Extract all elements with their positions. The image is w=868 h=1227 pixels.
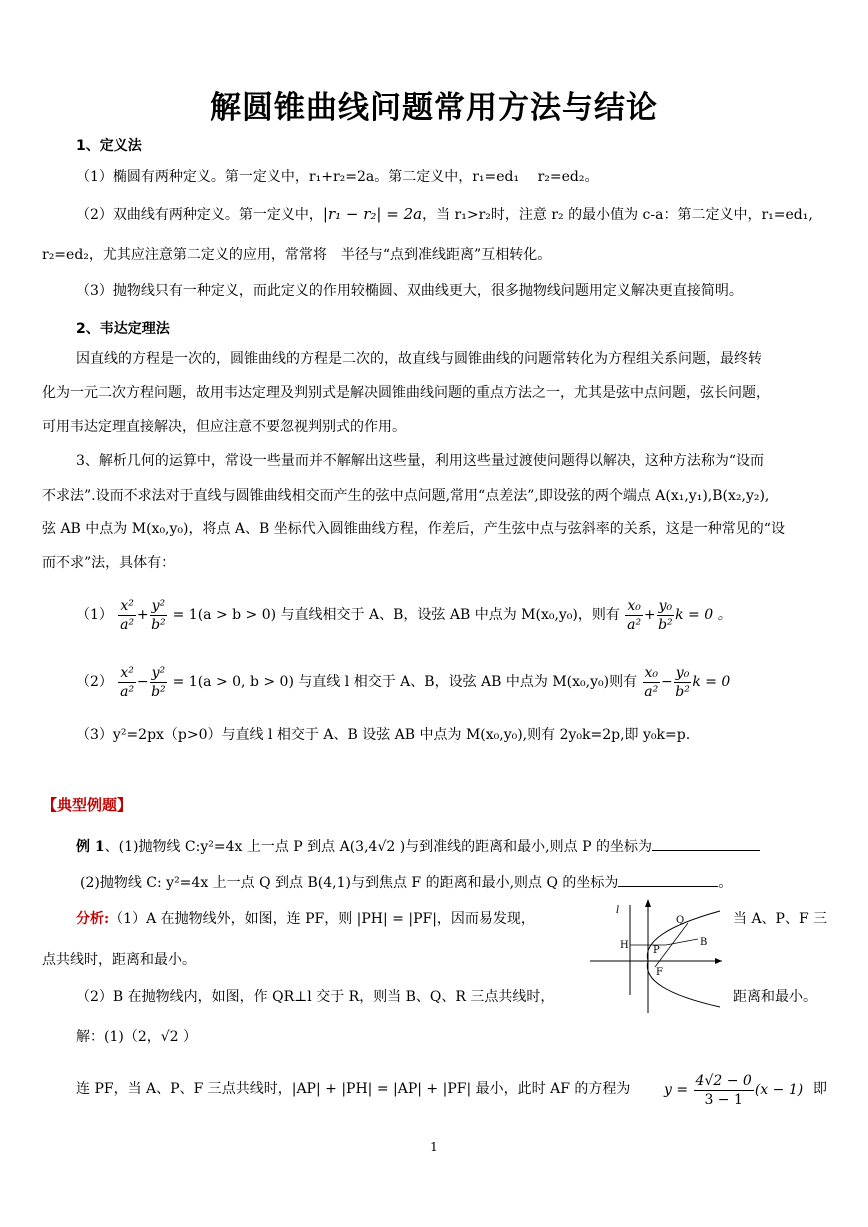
text-segment: （1）A 在抛物线外，如图，连 PF，则 |PH| = |PF|，因而易发现，: [109, 911, 535, 927]
paragraph-ellipse-definition: （1）椭圆有两种定义。第一定义中，r₁+r₂=2a。第二定义中，r₁=ed₁ r₂=ed₂。: [76, 169, 599, 185]
example-1-part-2: [80, 874, 732, 890]
formula-ellipse-midpoint: （1） $\frac{\text{x²}}{\text{a²}}$ + $\frac{\text{y²}}{\text{b²}}$ = 1(a > b > 0) 与直线相交于 A、B，设弦 AB 中点为 M(x₀,y₀)，则有 $\frac{\text{x₀}}{\text{a²}}$ + $\frac{\text{y₀}}{\text{b²}}$ k = 0 。: [76, 597, 732, 633]
item-number: （2）: [76, 674, 113, 690]
formula-abs-difference: |r₁ − r₂| = 2a: [322, 205, 423, 223]
formula-parabola-midpoint: （3）y²=2px（p>0）与直线 l 相交于 A、B 设弦 AB 中点为 M(x₀,y₀),则有 2y₀k=2p,即 y₀k=p.: [76, 727, 691, 743]
solution-line-2-end: 即: [813, 1081, 827, 1097]
example-1-part-1: [76, 838, 760, 854]
solution-line-1: 解：(1)（2，√2 ）: [76, 1029, 198, 1045]
paragraph-line: 可用韦达定理直接解决，但应注意不要忽视判别式的作用。: [42, 419, 406, 435]
paragraph-line: 化为一元二次方程问题，故用韦达定理及判别式是解决圆锥曲线问题的重点方法之一，尤其是弦中点问题，弦长问题，: [42, 385, 770, 401]
text-segment: 、(1)抛物线 C:y²=4x 上一点 P 到点 A(3,4√2 )与到准线的距离和最小,则点 P 的坐标为: [104, 839, 652, 855]
answer-blank: [618, 874, 718, 887]
text-segment: (2)抛物线 C: y²=4x 上一点 Q 到点 B(4,1)与到焦点 F 的距离和最小,则点 Q 的坐标为: [80, 875, 619, 891]
text-segment: k = 0 。: [675, 607, 732, 623]
analysis-line-1: [76, 912, 535, 926]
page-number: 1: [430, 1140, 438, 1154]
parabola-figure: [580, 895, 730, 1015]
paragraph-hyperbola-definition: [76, 207, 813, 222]
answer-blank: [652, 838, 760, 851]
page-title: 解圆锥曲线问题常用方法与结论: [210, 90, 658, 126]
section-heading-definition: 1、定义法: [76, 138, 142, 154]
analysis-line-2: （2）B 在抛物线内，如图，作 QR⊥l 交于 R，则当 B、Q、R 三点共线时，: [76, 989, 555, 1005]
label-l: l: [616, 905, 620, 916]
text-segment: k = 0: [692, 674, 731, 690]
fraction-y0-b2: $\frac{\text{y₀}}{\text{b²}}$: [658, 597, 673, 633]
text-segment: ，当 r₁>r₂时，注意 r₂ 的最小值为 c-a：第二定义中，r₁=ed₁,: [422, 207, 813, 223]
paragraph-line: 而不求”法，具体有：: [42, 555, 176, 571]
fraction-y2-b2: $\frac{\text{y²}}{\text{b²}}$: [151, 597, 166, 633]
fraction-x2-a2: $\frac{\text{x²}}{\text{a²}}$: [120, 664, 135, 700]
section-heading-vieta: 2、韦达定理法: [76, 321, 170, 337]
analysis-line-1-right: 当 A、P、F 三: [733, 911, 828, 927]
label-p: P: [653, 945, 660, 956]
section-heading-examples: 【典型例题】: [42, 796, 133, 814]
paragraph-line: 因直线的方程是一次的，圆锥曲线的方程是二次的，故直线与圆锥曲线的问题常转化为方程组关系问题，最终转: [76, 351, 762, 367]
formula-af-line: y = $\frac{4√2 - 0}{3 - 1}$ (x − 1): [664, 1072, 804, 1108]
item-number: （1）: [76, 607, 113, 623]
paragraph-line: 3、解析几何的运算中，常设一些量而并不解解出这些量，利用这些量过渡使问题得以解决，这种方法称为“设而: [76, 453, 765, 469]
x-axis-arrow: [715, 958, 722, 964]
analysis-line-2-right: 距离和最小。: [733, 989, 817, 1005]
formula-hyperbola-midpoint: （2） $\frac{\text{x²}}{\text{a²}}$ − $\frac{\text{y²}}{\text{b²}}$ = 1(a > 0, b > 0) 与直线 l 相交于 A、B，设弦 AB 中点为 M(x₀,y₀)则有 $\frac{\text{x₀}}{\text{a²}}$ − $\frac{\text{y₀}}{\text{b²}}$ k = 0: [76, 664, 731, 700]
text-segment: （2）双曲线有两种定义。第一定义中，: [76, 207, 323, 223]
analysis-label: 分析:: [76, 911, 110, 927]
text-segment: = 1(a > 0, b > 0) 与直线 l 相交于 A、B，设弦 AB 中点为 M(x₀,y₀)则有: [172, 674, 638, 690]
analysis-line-1-cont: 点共线时，距离和最小。: [42, 952, 196, 968]
fraction-y0-b2: $\frac{\text{y₀}}{\text{b²}}$: [675, 664, 690, 700]
paragraph-parabola-definition: （3）抛物线只有一种定义，而此定义的作用较椭圆、双曲线更大，很多抛物线问题用定义解决更直接简明。: [76, 283, 743, 299]
fraction-y2-b2: $\frac{\text{y²}}{\text{b²}}$: [151, 664, 166, 700]
label-q: Q: [676, 915, 685, 926]
label-f: F: [656, 967, 663, 978]
paragraph-line: 弦 AB 中点为 M(x₀,y₀)，将点 A、B 坐标代入圆锥曲线方程，作差后，产生弦中点与弦斜率的关系，这是一种常见的“设: [42, 521, 785, 537]
label-h: H: [620, 940, 629, 951]
text-segment: 连 PF，当 A、P、F 三点共线时，|AP| + |PH| = |AP| + |PF| 最小，此时 AF 的方程为: [76, 1081, 631, 1097]
segment-pb: [666, 939, 698, 945]
fraction-x2-a2: $\frac{\text{x²}}{\text{a²}}$: [120, 597, 135, 633]
text-segment: = 1(a > b > 0) 与直线相交于 A、B，设弦 AB 中点为 M(x₀,y₀)，则有: [172, 607, 620, 623]
paragraph-continuation: r₂=ed₂，尤其应注意第二定义的应用，常常将 半径与“点到准线距离”互相转化。: [42, 247, 552, 263]
fraction-x0-a2: $\frac{\text{x₀}}{\text{a²}}$: [627, 597, 642, 633]
paragraph-line: 不求法”.设而不求法对于直线与圆锥曲线相交而产生的弦中点问题,常用“点差法”,即设弦的两个端点 A(x₁,y₁),B(x₂,y₂),: [42, 488, 770, 504]
y-axis-arrow: [645, 899, 651, 907]
solution-line-2: [76, 1082, 630, 1096]
fraction-x0-a2: $\frac{\text{x₀}}{\text{a²}}$: [644, 664, 659, 700]
label-b: B: [700, 937, 708, 948]
example-label: 例 1: [76, 839, 105, 855]
fraction-slope: $\frac{4√2 - 0}{3 - 1}$: [695, 1072, 752, 1108]
text-segment: 。: [718, 875, 733, 891]
